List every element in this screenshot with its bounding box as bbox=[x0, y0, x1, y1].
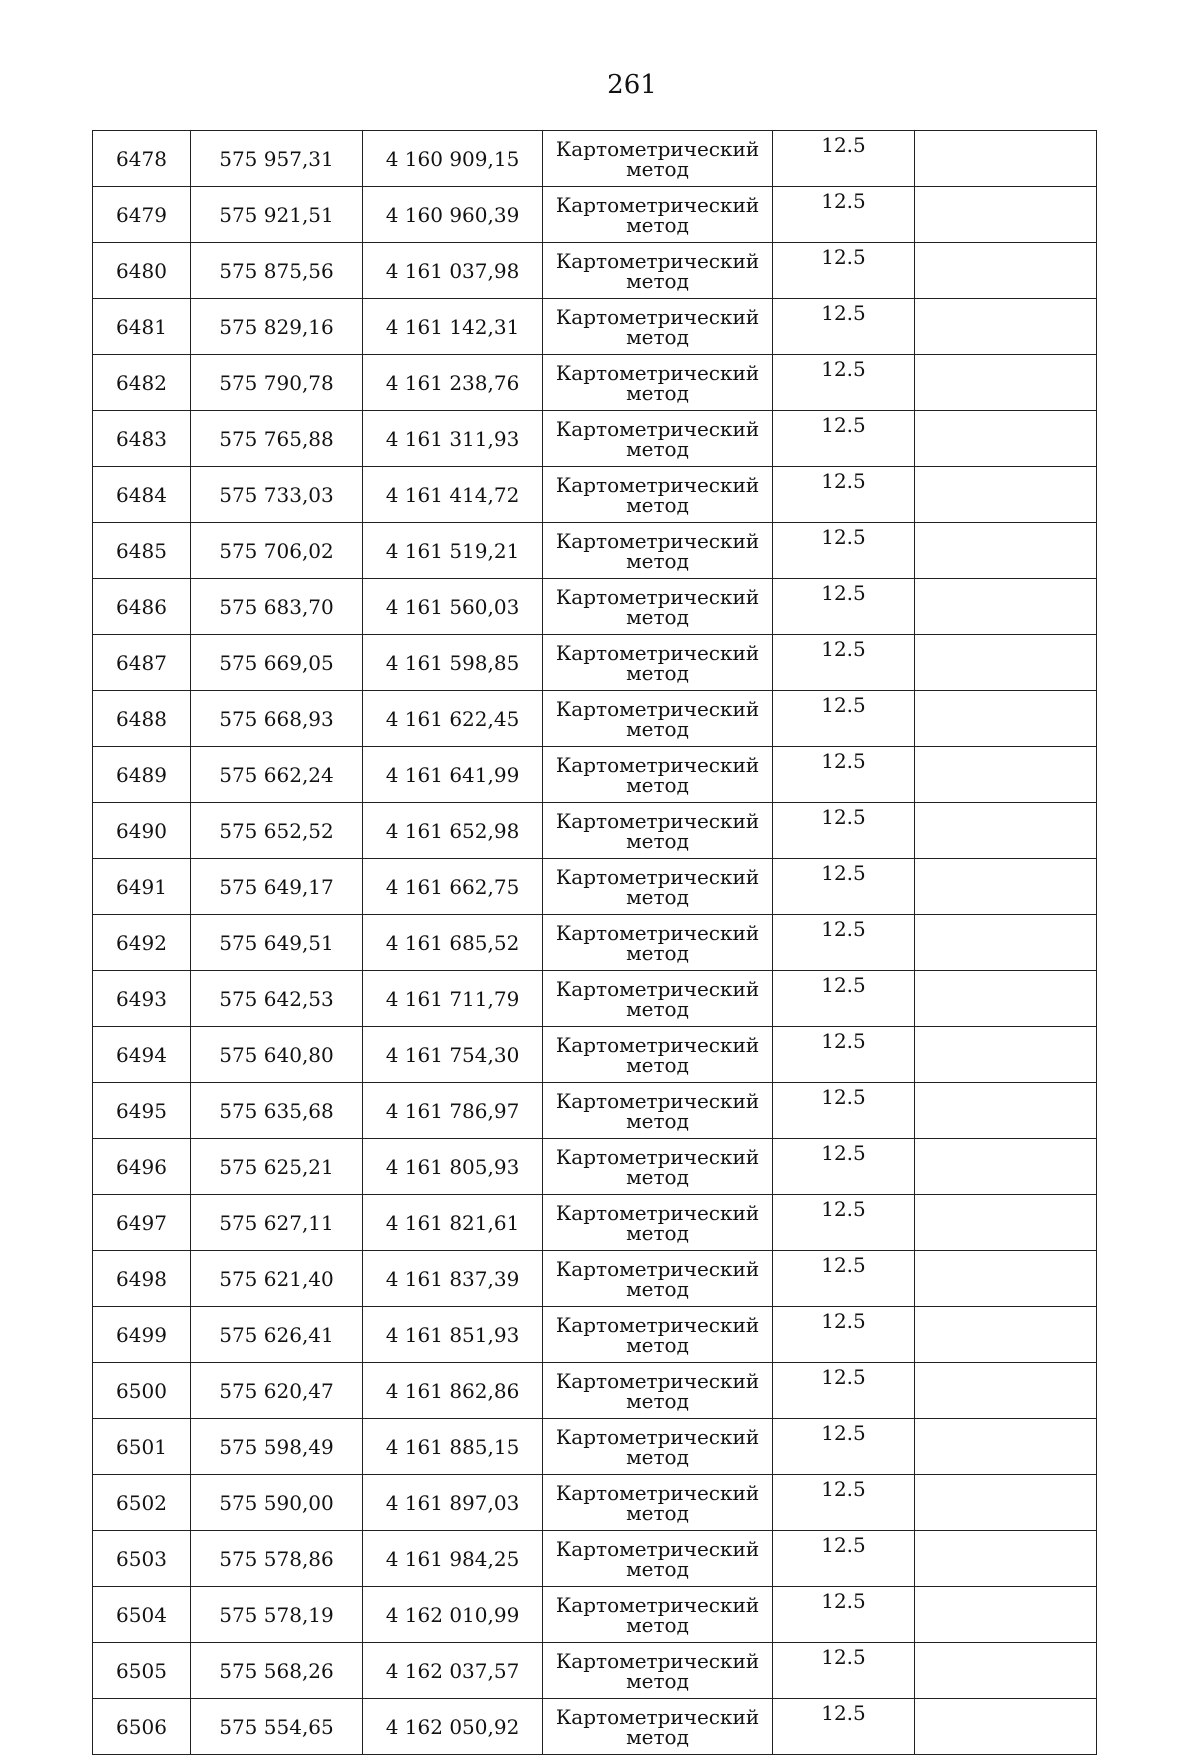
y-coordinate-cell: 4 161 754,30 bbox=[363, 1027, 543, 1083]
method-text-line2: метод bbox=[626, 884, 689, 909]
table-row bbox=[93, 1307, 1097, 1363]
table-row bbox=[93, 467, 1097, 523]
y-coordinate-cell: 4 161 414,72 bbox=[363, 467, 543, 523]
method-text-line2: метод bbox=[626, 1556, 689, 1581]
table-row bbox=[93, 579, 1097, 635]
method-text-line1: Картометрический bbox=[555, 192, 760, 217]
x-coordinate-cell: 575 790,78 bbox=[191, 355, 363, 411]
method-text-line2: метод bbox=[626, 828, 689, 853]
table-row bbox=[93, 1643, 1097, 1699]
accuracy-cell: 12.5 bbox=[773, 1251, 915, 1307]
method-text-line1: Картометрический bbox=[555, 1592, 760, 1617]
y-coordinate-cell: 4 161 786,97 bbox=[363, 1083, 543, 1139]
point-number-cell: 6484 bbox=[93, 467, 191, 523]
accuracy-cell: 12.5 bbox=[773, 243, 915, 299]
table-row bbox=[93, 747, 1097, 803]
method-text-line2: метод bbox=[626, 660, 689, 685]
method-cell bbox=[543, 691, 773, 747]
x-coordinate-cell: 575 733,03 bbox=[191, 467, 363, 523]
method-text-line1: Картометрический bbox=[555, 416, 760, 441]
note-cell bbox=[915, 691, 1097, 747]
method-text-line2: метод bbox=[626, 1724, 689, 1749]
method-text-line2: метод bbox=[626, 212, 689, 237]
method-text-line1: Картометрический bbox=[555, 1200, 760, 1225]
x-coordinate-cell: 575 668,93 bbox=[191, 691, 363, 747]
x-coordinate-cell: 575 765,88 bbox=[191, 411, 363, 467]
note-cell bbox=[915, 1307, 1097, 1363]
point-number-cell: 6480 bbox=[93, 243, 191, 299]
method-cell bbox=[543, 859, 773, 915]
point-number-cell: 6499 bbox=[93, 1307, 191, 1363]
method-text-line1: Картометрический bbox=[555, 1536, 760, 1561]
point-number-cell: 6478 bbox=[93, 131, 191, 187]
y-coordinate-cell: 4 161 685,52 bbox=[363, 915, 543, 971]
table-row bbox=[93, 1251, 1097, 1307]
note-cell bbox=[915, 1139, 1097, 1195]
y-coordinate-cell: 4 161 851,93 bbox=[363, 1307, 543, 1363]
accuracy-cell: 12.5 bbox=[773, 971, 915, 1027]
x-coordinate-cell: 575 621,40 bbox=[191, 1251, 363, 1307]
x-coordinate-cell: 575 625,21 bbox=[191, 1139, 363, 1195]
note-cell bbox=[915, 971, 1097, 1027]
table-row bbox=[93, 1531, 1097, 1587]
accuracy-cell: 12.5 bbox=[773, 1027, 915, 1083]
method-cell bbox=[543, 411, 773, 467]
method-text-line1: Картометрический bbox=[555, 1312, 760, 1337]
x-coordinate-cell: 575 829,16 bbox=[191, 299, 363, 355]
method-text-line1: Картометрический bbox=[555, 360, 760, 385]
method-cell bbox=[543, 1475, 773, 1531]
method-text-line1: Картометрический bbox=[555, 584, 760, 609]
accuracy-cell: 12.5 bbox=[773, 579, 915, 635]
note-cell bbox=[915, 355, 1097, 411]
x-coordinate-cell: 575 875,56 bbox=[191, 243, 363, 299]
accuracy-cell: 12.5 bbox=[773, 299, 915, 355]
method-text-line1: Картометрический bbox=[555, 528, 760, 553]
point-number-cell: 6486 bbox=[93, 579, 191, 635]
method-cell bbox=[543, 635, 773, 691]
y-coordinate-cell: 4 161 837,39 bbox=[363, 1251, 543, 1307]
table-row bbox=[93, 1027, 1097, 1083]
accuracy-cell: 12.5 bbox=[773, 803, 915, 859]
method-cell bbox=[543, 523, 773, 579]
note-cell bbox=[915, 1475, 1097, 1531]
method-cell bbox=[543, 971, 773, 1027]
point-number-cell: 6492 bbox=[93, 915, 191, 971]
point-number-cell: 6490 bbox=[93, 803, 191, 859]
accuracy-cell: 12.5 bbox=[773, 1587, 915, 1643]
note-cell bbox=[915, 1083, 1097, 1139]
method-text-line2: метод bbox=[626, 1332, 689, 1357]
method-cell bbox=[543, 1195, 773, 1251]
method-text-line2: метод bbox=[626, 996, 689, 1021]
method-text-line2: метод bbox=[626, 772, 689, 797]
method-text-line1: Картометрический bbox=[555, 752, 760, 777]
table-row bbox=[93, 187, 1097, 243]
table-row bbox=[93, 859, 1097, 915]
method-cell bbox=[543, 1083, 773, 1139]
y-coordinate-cell: 4 162 010,99 bbox=[363, 1587, 543, 1643]
note-cell bbox=[915, 1587, 1097, 1643]
table-row bbox=[93, 1419, 1097, 1475]
x-coordinate-cell: 575 669,05 bbox=[191, 635, 363, 691]
note-cell bbox=[915, 1363, 1097, 1419]
table-row bbox=[93, 1475, 1097, 1531]
y-coordinate-cell: 4 161 885,15 bbox=[363, 1419, 543, 1475]
note-cell bbox=[915, 187, 1097, 243]
y-coordinate-cell: 4 160 960,39 bbox=[363, 187, 543, 243]
method-text-line1: Картометрический bbox=[555, 640, 760, 665]
method-text-line1: Картометрический bbox=[555, 976, 760, 1001]
y-coordinate-cell: 4 161 652,98 bbox=[363, 803, 543, 859]
y-coordinate-cell: 4 161 598,85 bbox=[363, 635, 543, 691]
table-body bbox=[93, 131, 1097, 1755]
note-cell bbox=[915, 1251, 1097, 1307]
method-text-line2: метод bbox=[626, 1444, 689, 1469]
method-cell bbox=[543, 1363, 773, 1419]
method-text-line1: Картометрический bbox=[555, 1256, 760, 1281]
table-row bbox=[93, 131, 1097, 187]
method-text-line2: метод bbox=[626, 604, 689, 629]
method-text-line1: Картометрический bbox=[555, 696, 760, 721]
accuracy-cell: 12.5 bbox=[773, 1307, 915, 1363]
point-number-cell: 6489 bbox=[93, 747, 191, 803]
point-number-cell: 6496 bbox=[93, 1139, 191, 1195]
y-coordinate-cell: 4 161 142,31 bbox=[363, 299, 543, 355]
table-row bbox=[93, 1083, 1097, 1139]
y-coordinate-cell: 4 161 519,21 bbox=[363, 523, 543, 579]
table-row bbox=[93, 355, 1097, 411]
method-text-line2: метод bbox=[626, 1388, 689, 1413]
table-row bbox=[93, 635, 1097, 691]
table-row bbox=[93, 691, 1097, 747]
y-coordinate-cell: 4 162 037,57 bbox=[363, 1643, 543, 1699]
page-number: 261 bbox=[607, 70, 657, 100]
x-coordinate-cell: 575 652,52 bbox=[191, 803, 363, 859]
method-text-line1: Картометрический bbox=[555, 1032, 760, 1057]
method-text-line2: метод bbox=[626, 1500, 689, 1525]
method-text-line2: метод bbox=[626, 1164, 689, 1189]
method-text-line2: метод bbox=[626, 1668, 689, 1693]
note-cell bbox=[915, 1195, 1097, 1251]
method-cell bbox=[543, 355, 773, 411]
note-cell bbox=[915, 579, 1097, 635]
method-text-line1: Картометрический bbox=[555, 808, 760, 833]
method-text-line2: метод bbox=[626, 940, 689, 965]
method-text-line1: Картометрический bbox=[555, 248, 760, 273]
accuracy-cell: 12.5 bbox=[773, 1195, 915, 1251]
method-text-line2: метод bbox=[626, 380, 689, 405]
point-number-cell: 6500 bbox=[93, 1363, 191, 1419]
x-coordinate-cell: 575 683,70 bbox=[191, 579, 363, 635]
x-coordinate-cell: 575 921,51 bbox=[191, 187, 363, 243]
method-cell bbox=[543, 803, 773, 859]
method-cell bbox=[543, 467, 773, 523]
y-coordinate-cell: 4 161 821,61 bbox=[363, 1195, 543, 1251]
accuracy-cell: 12.5 bbox=[773, 1363, 915, 1419]
point-number-cell: 6487 bbox=[93, 635, 191, 691]
accuracy-cell: 12.5 bbox=[773, 1139, 915, 1195]
accuracy-cell: 12.5 bbox=[773, 1419, 915, 1475]
method-text-line2: метод bbox=[626, 1108, 689, 1133]
accuracy-cell: 12.5 bbox=[773, 523, 915, 579]
table-row bbox=[93, 1195, 1097, 1251]
y-coordinate-cell: 4 161 862,86 bbox=[363, 1363, 543, 1419]
method-text-line1: Картометрический bbox=[555, 1368, 760, 1393]
method-text-line1: Картометрический bbox=[555, 864, 760, 889]
table-row bbox=[93, 971, 1097, 1027]
method-text-line1: Картометрический bbox=[555, 1704, 760, 1729]
table-row bbox=[93, 915, 1097, 971]
accuracy-cell: 12.5 bbox=[773, 859, 915, 915]
accuracy-cell: 12.5 bbox=[773, 1699, 915, 1755]
method-cell bbox=[543, 747, 773, 803]
method-cell bbox=[543, 1251, 773, 1307]
point-number-cell: 6494 bbox=[93, 1027, 191, 1083]
method-text-line1: Картометрический bbox=[555, 1648, 760, 1673]
y-coordinate-cell: 4 161 037,98 bbox=[363, 243, 543, 299]
note-cell bbox=[915, 1699, 1097, 1755]
method-text-line2: метод bbox=[626, 716, 689, 741]
method-cell bbox=[543, 1419, 773, 1475]
y-coordinate-cell: 4 161 560,03 bbox=[363, 579, 543, 635]
method-cell bbox=[543, 1699, 773, 1755]
method-cell bbox=[543, 579, 773, 635]
note-cell bbox=[915, 747, 1097, 803]
note-cell bbox=[915, 467, 1097, 523]
coordinates-table bbox=[92, 130, 1097, 1755]
note-cell bbox=[915, 1419, 1097, 1475]
note-cell bbox=[915, 859, 1097, 915]
x-coordinate-cell: 575 640,80 bbox=[191, 1027, 363, 1083]
method-text-line2: метод bbox=[626, 1612, 689, 1637]
method-text-line2: метод bbox=[626, 492, 689, 517]
x-coordinate-cell: 575 554,65 bbox=[191, 1699, 363, 1755]
note-cell bbox=[915, 1027, 1097, 1083]
x-coordinate-cell: 575 578,19 bbox=[191, 1587, 363, 1643]
method-text-line2: метод bbox=[626, 324, 689, 349]
table-row bbox=[93, 1363, 1097, 1419]
note-cell bbox=[915, 131, 1097, 187]
method-cell bbox=[543, 243, 773, 299]
y-coordinate-cell: 4 161 622,45 bbox=[363, 691, 543, 747]
method-cell bbox=[543, 299, 773, 355]
note-cell bbox=[915, 523, 1097, 579]
method-cell bbox=[543, 1307, 773, 1363]
method-text-line2: метод bbox=[626, 1052, 689, 1077]
accuracy-cell: 12.5 bbox=[773, 1531, 915, 1587]
point-number-cell: 6482 bbox=[93, 355, 191, 411]
method-text-line1: Картометрический bbox=[555, 920, 760, 945]
x-coordinate-cell: 575 620,47 bbox=[191, 1363, 363, 1419]
table-row bbox=[93, 523, 1097, 579]
note-cell bbox=[915, 299, 1097, 355]
note-cell bbox=[915, 1531, 1097, 1587]
method-text-line2: метод bbox=[626, 156, 689, 181]
point-number-cell: 6479 bbox=[93, 187, 191, 243]
y-coordinate-cell: 4 161 984,25 bbox=[363, 1531, 543, 1587]
method-text-line2: метод bbox=[626, 268, 689, 293]
point-number-cell: 6485 bbox=[93, 523, 191, 579]
x-coordinate-cell: 575 627,11 bbox=[191, 1195, 363, 1251]
note-cell bbox=[915, 411, 1097, 467]
x-coordinate-cell: 575 626,41 bbox=[191, 1307, 363, 1363]
y-coordinate-cell: 4 161 805,93 bbox=[363, 1139, 543, 1195]
note-cell bbox=[915, 1643, 1097, 1699]
accuracy-cell: 12.5 bbox=[773, 355, 915, 411]
point-number-cell: 6483 bbox=[93, 411, 191, 467]
point-number-cell: 6481 bbox=[93, 299, 191, 355]
method-cell bbox=[543, 131, 773, 187]
method-cell bbox=[543, 1643, 773, 1699]
point-number-cell: 6495 bbox=[93, 1083, 191, 1139]
x-coordinate-cell: 575 578,86 bbox=[191, 1531, 363, 1587]
table-row bbox=[93, 1587, 1097, 1643]
accuracy-cell: 12.5 bbox=[773, 411, 915, 467]
method-text-line1: Картометрический bbox=[555, 136, 760, 161]
point-number-cell: 6502 bbox=[93, 1475, 191, 1531]
accuracy-cell: 12.5 bbox=[773, 747, 915, 803]
method-cell bbox=[543, 1139, 773, 1195]
x-coordinate-cell: 575 649,51 bbox=[191, 915, 363, 971]
note-cell bbox=[915, 635, 1097, 691]
y-coordinate-cell: 4 161 238,76 bbox=[363, 355, 543, 411]
x-coordinate-cell: 575 635,68 bbox=[191, 1083, 363, 1139]
method-cell bbox=[543, 1587, 773, 1643]
note-cell bbox=[915, 915, 1097, 971]
method-cell bbox=[543, 915, 773, 971]
y-coordinate-cell: 4 162 050,92 bbox=[363, 1699, 543, 1755]
accuracy-cell: 12.5 bbox=[773, 131, 915, 187]
method-cell bbox=[543, 187, 773, 243]
point-number-cell: 6497 bbox=[93, 1195, 191, 1251]
method-text-line2: метод bbox=[626, 548, 689, 573]
accuracy-cell: 12.5 bbox=[773, 635, 915, 691]
x-coordinate-cell: 575 662,24 bbox=[191, 747, 363, 803]
point-number-cell: 6498 bbox=[93, 1251, 191, 1307]
method-text-line1: Картометрический bbox=[555, 472, 760, 497]
accuracy-cell: 12.5 bbox=[773, 1083, 915, 1139]
method-text-line1: Картометрический bbox=[555, 304, 760, 329]
table-row bbox=[93, 1699, 1097, 1755]
x-coordinate-cell: 575 568,26 bbox=[191, 1643, 363, 1699]
method-text-line2: метод bbox=[626, 1220, 689, 1245]
table-row bbox=[93, 243, 1097, 299]
accuracy-cell: 12.5 bbox=[773, 1475, 915, 1531]
point-number-cell: 6506 bbox=[93, 1699, 191, 1755]
point-number-cell: 6501 bbox=[93, 1419, 191, 1475]
accuracy-cell: 12.5 bbox=[773, 915, 915, 971]
method-text-line1: Картометрический bbox=[555, 1480, 760, 1505]
x-coordinate-cell: 575 642,53 bbox=[191, 971, 363, 1027]
table-row bbox=[93, 299, 1097, 355]
x-coordinate-cell: 575 649,17 bbox=[191, 859, 363, 915]
point-number-cell: 6503 bbox=[93, 1531, 191, 1587]
point-number-cell: 6488 bbox=[93, 691, 191, 747]
accuracy-cell: 12.5 bbox=[773, 467, 915, 523]
method-text-line1: Картометрический bbox=[555, 1424, 760, 1449]
method-cell bbox=[543, 1027, 773, 1083]
table-row bbox=[93, 411, 1097, 467]
accuracy-cell: 12.5 bbox=[773, 691, 915, 747]
y-coordinate-cell: 4 161 711,79 bbox=[363, 971, 543, 1027]
x-coordinate-cell: 575 957,31 bbox=[191, 131, 363, 187]
y-coordinate-cell: 4 161 311,93 bbox=[363, 411, 543, 467]
method-text-line2: метод bbox=[626, 436, 689, 461]
note-cell bbox=[915, 243, 1097, 299]
table-row bbox=[93, 803, 1097, 859]
y-coordinate-cell: 4 161 662,75 bbox=[363, 859, 543, 915]
x-coordinate-cell: 575 598,49 bbox=[191, 1419, 363, 1475]
point-number-cell: 6504 bbox=[93, 1587, 191, 1643]
note-cell bbox=[915, 803, 1097, 859]
table-row bbox=[93, 1139, 1097, 1195]
accuracy-cell: 12.5 bbox=[773, 187, 915, 243]
y-coordinate-cell: 4 161 641,99 bbox=[363, 747, 543, 803]
y-coordinate-cell: 4 160 909,15 bbox=[363, 131, 543, 187]
method-text-line1: Картометрический bbox=[555, 1144, 760, 1169]
method-cell bbox=[543, 1531, 773, 1587]
point-number-cell: 6491 bbox=[93, 859, 191, 915]
x-coordinate-cell: 575 590,00 bbox=[191, 1475, 363, 1531]
method-text-line1: Картометрический bbox=[555, 1088, 760, 1113]
method-text-line2: метод bbox=[626, 1276, 689, 1301]
y-coordinate-cell: 4 161 897,03 bbox=[363, 1475, 543, 1531]
point-number-cell: 6493 bbox=[93, 971, 191, 1027]
point-number-cell: 6505 bbox=[93, 1643, 191, 1699]
accuracy-cell: 12.5 bbox=[773, 1643, 915, 1699]
x-coordinate-cell: 575 706,02 bbox=[191, 523, 363, 579]
